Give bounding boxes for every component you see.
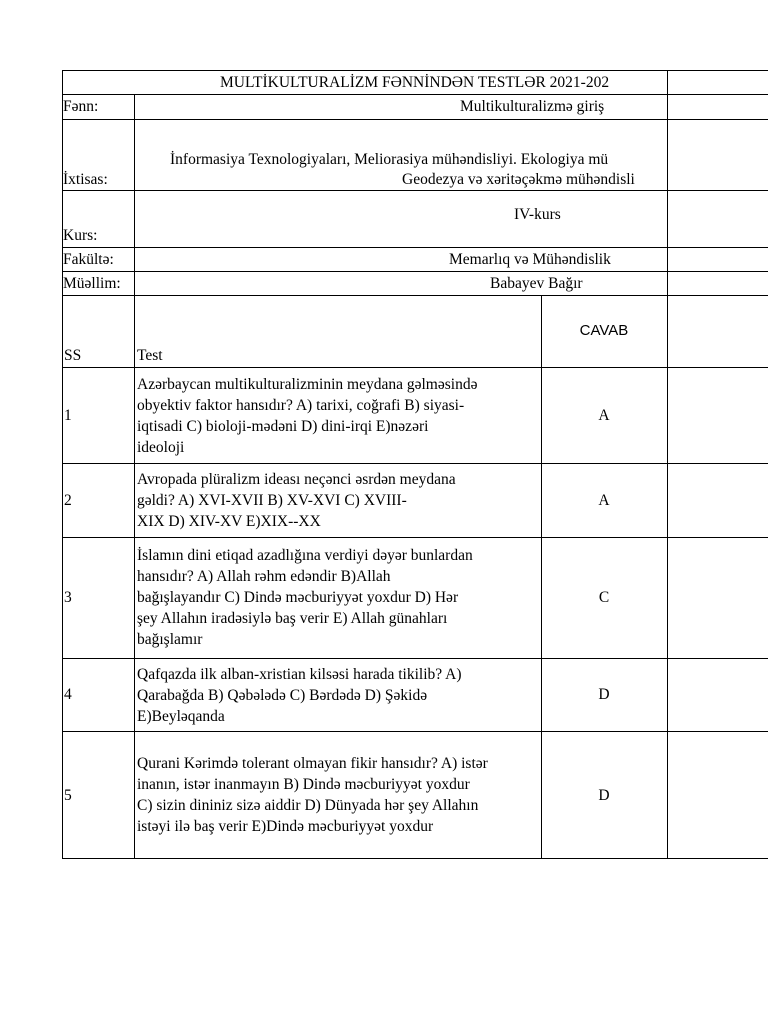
faculty-label: Fakültə:: [63, 251, 114, 268]
question-line: inanın, istər inanmayın B) Dində məcburiyyət yoxdur: [137, 776, 470, 793]
question-line: bağışlayandır C) Dində məcburiyyət yoxdur D) Hər: [137, 589, 459, 606]
header-test: Test: [137, 347, 163, 364]
course-value: IV-kurs: [514, 206, 561, 223]
answer-cell: D: [598, 686, 610, 703]
answer-cell: D: [598, 787, 610, 804]
course-label: Kurs:: [63, 227, 98, 244]
grid-line: [62, 94, 768, 95]
subject-value: Multikulturalizmə giriş: [460, 98, 605, 115]
grid-line: [62, 190, 768, 191]
grid-line: [134, 94, 135, 859]
header-ss: SS: [64, 347, 82, 364]
row-number: 3: [64, 589, 72, 606]
question-line: Avropada plüralizm ideası neçənci əsrdən meydana: [137, 471, 456, 488]
teacher-label: Müəllim:: [63, 275, 121, 292]
grid-line: [62, 367, 768, 368]
grid-line: [62, 731, 768, 732]
question-line: obyektiv faktor hansıdır? A) tarixi, coğrafi B) siyasi-: [137, 397, 465, 414]
answer-cell: A: [598, 407, 610, 424]
answer-cell: C: [598, 589, 610, 606]
grid-line: [62, 247, 768, 248]
question-text: [137, 374, 477, 458]
grid-line: [62, 658, 768, 659]
question-line: bağışlamır: [137, 631, 203, 648]
question-text: [137, 469, 456, 532]
question-text: [137, 664, 462, 727]
grid-line: [62, 537, 768, 538]
specialty-value-line1: İnformasiya Texnologiyaları, Meliorasiya mühəndisliyi. Ekologiya mü: [170, 151, 609, 168]
specialty-label: İxtisas:: [63, 171, 108, 188]
question-line: gəldi? A) XVI-XVII B) XV-XVI C) XVIII-: [137, 492, 407, 509]
specialty-value-line2: Geodezya və xəritəçəkmə mühəndisli: [402, 171, 635, 188]
grid-line: [62, 858, 768, 859]
question-line: Qarabağda B) Qəbələdə C) Bərdədə D) Şəkidə: [137, 687, 428, 704]
grid-line: [62, 119, 768, 120]
row-number: 4: [64, 686, 72, 703]
question-line: Qafqazda ilk alban-xristian kilsəsi harada tikilib? A): [137, 666, 462, 683]
question-line: iqtisadi C) bioloji-mədəni D) dini-irqi E)nəzəri: [137, 418, 429, 435]
question-line: E)Beyləqanda: [137, 708, 225, 725]
question-line: istəyi ilə baş verir E)Dində məcburiyyət yoxdur: [137, 818, 434, 835]
question-line: Azərbaycan multikulturalizminin meydana gəlməsində: [137, 376, 478, 393]
teacher-value: Babayev Bağır: [490, 275, 583, 292]
question-line: hansıdır? A) Allah rəhm edəndir B)Allah: [137, 568, 391, 585]
question-line: ideoloji: [137, 439, 185, 456]
row-number: 2: [64, 492, 72, 509]
grid-line: [62, 70, 768, 71]
subject-label: Fənn:: [63, 98, 99, 115]
grid-line: [541, 295, 542, 859]
question-line: İslamın dini etiqad azadlığına verdiyi dəyər bunlardan: [137, 547, 473, 564]
question-text: [137, 753, 488, 837]
answer-cell: A: [598, 492, 610, 509]
question-line: C) sizin dininiz sizə aiddir D) Dünyada hər şey Allahın: [137, 797, 479, 814]
question-line: Qurani Kərimdə tolerant olmayan fikir hansıdır? A) istər: [137, 755, 488, 772]
question-line: XIX D) XIV-XV E)XIX--XX: [137, 513, 321, 530]
row-number: 1: [64, 407, 72, 424]
grid-line: [62, 463, 768, 464]
grid-line: [62, 295, 768, 296]
sheet-title: MULTİKULTURALİZM FƏNNİNDƏN TESTLƏR 2021-202: [220, 74, 610, 91]
grid-line: [667, 70, 668, 859]
grid-line: [62, 271, 768, 272]
question-line: şey Allahın iradəsiylə baş verir E) Allah günahları: [137, 610, 448, 627]
question-text: [137, 545, 473, 650]
header-answer: CAVAB: [579, 322, 629, 339]
row-number: 5: [64, 787, 72, 804]
test-sheet: [62, 70, 768, 860]
faculty-value: Memarlıq və Mühəndislik: [449, 251, 611, 268]
